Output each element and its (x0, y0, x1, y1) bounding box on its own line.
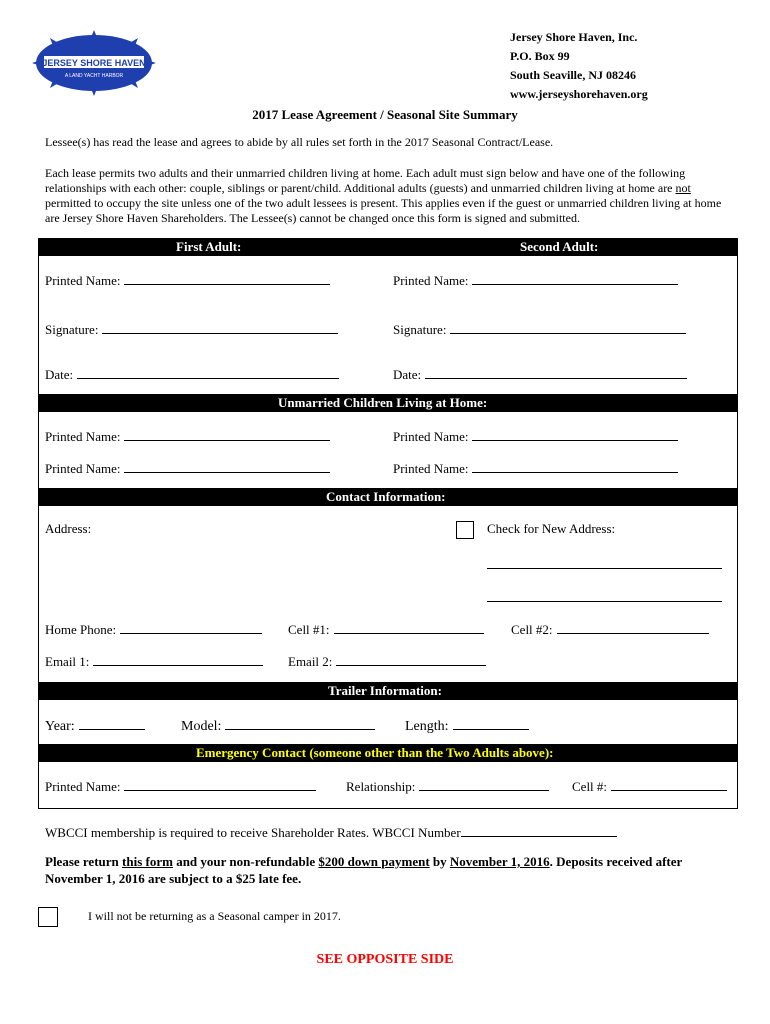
child-1-printed-name-field[interactable] (45, 428, 330, 445)
email-1-field[interactable] (45, 653, 263, 670)
first-adult-signature-field[interactable] (45, 321, 338, 338)
second-adult-signature-field[interactable] (393, 321, 686, 338)
address-label: Address: (45, 521, 92, 536)
company-po-box: P.O. Box 99 (510, 49, 570, 63)
second-adult-date-field[interactable] (393, 366, 687, 383)
trailer-heading: Trailer Information: (328, 683, 442, 698)
emergency-cell-field[interactable] (572, 778, 727, 795)
cell-1-label: Cell #1: (288, 622, 330, 637)
child-3-printed-name-field[interactable] (45, 460, 330, 477)
return-text-2: and your non-refundable (172, 854, 319, 869)
trailer-model-field[interactable] (181, 717, 375, 735)
relationship-label: Relationship: (346, 779, 416, 794)
logo-subtext: A LAND YACHT HARBOR (64, 73, 124, 79)
return-text-4: . Deposits received after November 1, 2016 are subject to a $25 late fee. (45, 854, 683, 886)
printed-name-label: Printed Name: (45, 779, 121, 794)
trailer-year-field[interactable] (45, 717, 145, 735)
trailer-length-field[interactable] (405, 717, 529, 735)
signature-label: Signature: (393, 322, 447, 337)
see-opposite-side: SEE OPPOSITE SIDE (316, 952, 454, 967)
check-new-address-label: Check for New Address: (487, 521, 616, 536)
first-adult-date-field[interactable] (45, 366, 339, 383)
second-adult-heading: Second Adult: (520, 239, 599, 254)
email-2-label: Email 2: (288, 654, 333, 669)
contact-heading: Contact Information: (326, 489, 446, 504)
new-address-line-1[interactable] (487, 568, 722, 569)
wbcci-label: WBCCI membership is required to receive Shareholder Rates. WBCCI Number (45, 825, 461, 840)
child-4-printed-name-field[interactable] (393, 460, 678, 477)
length-label: Length: (405, 719, 449, 734)
first-adult-heading: First Adult: (176, 239, 242, 254)
rules-text-2: permitted to occupy the site unless one of the two adult lessees is present. This applies even if the guest or unmarried children living at home are Jersey Shore Haven Shareholders. The Lessee(s) cannot be changed once this form is signed and submitted. (45, 196, 722, 225)
first-adult-printed-name-field[interactable] (45, 272, 330, 289)
emergency-header (38, 744, 738, 762)
document-title: 2017 Lease Agreement / Seasonal Site Summary (252, 107, 518, 122)
contact-header (38, 488, 738, 506)
emergency-heading: Emergency Contact (someone other than the Two Adults above): (196, 745, 554, 760)
child-2-printed-name-field[interactable] (393, 428, 678, 445)
new-address-checkbox[interactable] (456, 521, 474, 539)
rules-text-not: not (675, 181, 691, 195)
printed-name-label: Printed Name: (393, 461, 469, 476)
children-heading: Unmarried Children Living at Home: (278, 395, 488, 410)
logo-text: JERSEY SHORE HAVEN (42, 58, 146, 68)
cell-2-field[interactable] (511, 621, 709, 638)
not-returning-label: I will not be returning as a Seasonal camper in 2017. (88, 909, 341, 923)
company-website: www.jerseyshorehaven.org (510, 87, 648, 101)
return-down-payment: $200 down payment (318, 854, 430, 869)
email-2-field[interactable] (288, 653, 486, 670)
return-text-3: by (429, 854, 450, 869)
return-deadline: November 1, 2016 (449, 854, 550, 869)
printed-name-label: Printed Name: (45, 429, 121, 444)
emergency-relationship-field[interactable] (346, 778, 549, 795)
company-logo (30, 28, 158, 98)
new-address-line-2[interactable] (487, 601, 722, 602)
company-address-block (510, 28, 648, 104)
date-label: Date: (45, 367, 74, 382)
company-city: South Seaville, NJ 08246 (510, 68, 637, 82)
printed-name-label: Printed Name: (393, 429, 469, 444)
company-name: Jersey Shore Haven, Inc. (510, 30, 638, 44)
printed-name-label: Printed Name: (45, 461, 121, 476)
home-phone-field[interactable] (45, 621, 262, 638)
emergency-printed-name-field[interactable] (45, 778, 316, 795)
return-this-form: this form (122, 854, 173, 869)
rules-text-1: Each lease permits two adults and their unmarried children living at home. Each adult must sign below and have one of the following relationships with each other: couple, siblings or parent/child. Additional adults (guests) and unmarried children living at home are (45, 166, 686, 195)
adults-header (38, 238, 738, 256)
cell-1-field[interactable] (288, 621, 484, 638)
intro-text: Lessee(s) has read the lease and agrees to abide by all rules set forth in the 2017 Seasonal Contract/Lease. (45, 135, 554, 149)
return-text-1: Please return (45, 854, 123, 869)
printed-name-label: Printed Name: (45, 273, 121, 288)
model-label: Model: (181, 719, 222, 734)
not-returning-checkbox[interactable] (38, 907, 58, 927)
date-label: Date: (393, 367, 422, 382)
wbcci-number-field[interactable] (45, 824, 617, 841)
cell-label: Cell #: (572, 779, 608, 794)
lease-rules-paragraph (45, 166, 735, 226)
printed-name-label: Printed Name: (393, 273, 469, 288)
signature-label: Signature: (45, 322, 99, 337)
year-label: Year: (45, 719, 75, 734)
return-instructions (45, 853, 735, 887)
email-1-label: Email 1: (45, 654, 90, 669)
cell-2-label: Cell #2: (511, 622, 553, 637)
home-phone-label: Home Phone: (45, 622, 117, 637)
trailer-header (38, 682, 738, 700)
children-header (38, 394, 738, 412)
second-adult-printed-name-field[interactable] (393, 272, 678, 289)
